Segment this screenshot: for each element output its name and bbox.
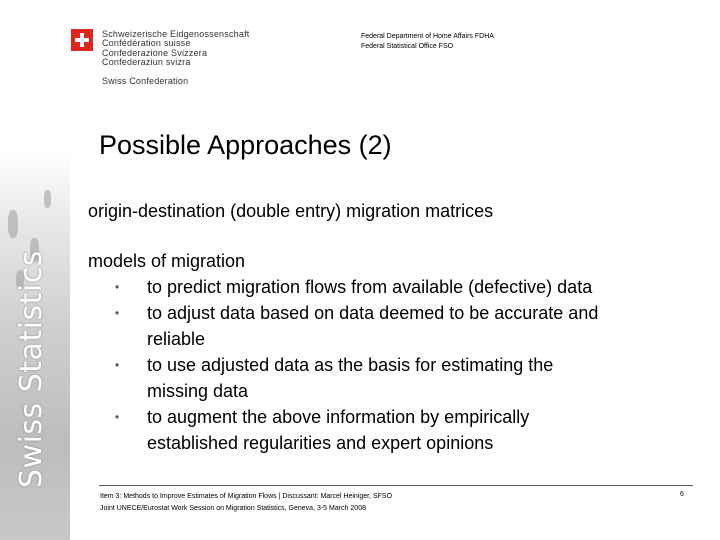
confederation-line-fr: Confédération suisse [102, 38, 191, 49]
subheading-text: models of migration [88, 251, 246, 271]
bullet-item [88, 352, 698, 404]
bullet-text: to adjust data based on data deemed to be accurate and [147, 303, 599, 323]
bullet-icon: • [115, 358, 120, 372]
confederation-line-de: Schweizerische Eidgenossenschaft [102, 29, 250, 39]
bullet-icon: • [115, 306, 120, 320]
confederation-wordmark [102, 30, 249, 86]
bullet-item [88, 274, 698, 300]
bullet-text: reliable [147, 329, 206, 349]
footer-item-line: Item 3: Methods to Improve Estimates of Migration Flows | Discussant: Marcel Heiniger, SFSO [100, 493, 393, 500]
page-number: 6 [680, 491, 684, 498]
bullet-text: established regularities and expert opinions [147, 433, 494, 453]
office-name: Federal Statistical Office FSO [361, 43, 454, 50]
bullet-text: to predict migration flows from available (defective) data [147, 277, 593, 297]
bullet-text: missing data [147, 381, 249, 401]
bullet-text: to augment the above information by empirically [147, 407, 530, 427]
confederation-line-it: Confederazione Svizzera [102, 47, 208, 58]
slide-body [88, 198, 698, 456]
bullet-list [88, 274, 698, 456]
bullet-icon: • [115, 410, 120, 424]
department-name: Federal Department of Home Affairs FDHA [361, 33, 494, 40]
bullet-item [88, 404, 698, 456]
footer-divider [99, 485, 693, 486]
sidebar-label: Swiss Statistics [14, 250, 49, 488]
confederation-line-en: Swiss Confederation [102, 75, 189, 86]
intro-text: origin-destination (double entry) migration matrices [88, 201, 494, 221]
bullet-item [88, 300, 698, 352]
bullet-text: to use adjusted data as the basis for estimating the [147, 355, 554, 375]
footer-event-line: Joint UNECE/Eurostat Work Session on Migration Statistics, Geneva, 3-5 March 2008 [100, 505, 366, 512]
slide-title: Possible Approaches (2) [99, 130, 392, 160]
swiss-flag-icon [71, 29, 93, 51]
department-header [361, 32, 494, 52]
bullet-icon: • [115, 280, 120, 294]
footer [100, 491, 392, 515]
confederation-line-rm: Confederaziun svizra [102, 57, 191, 68]
